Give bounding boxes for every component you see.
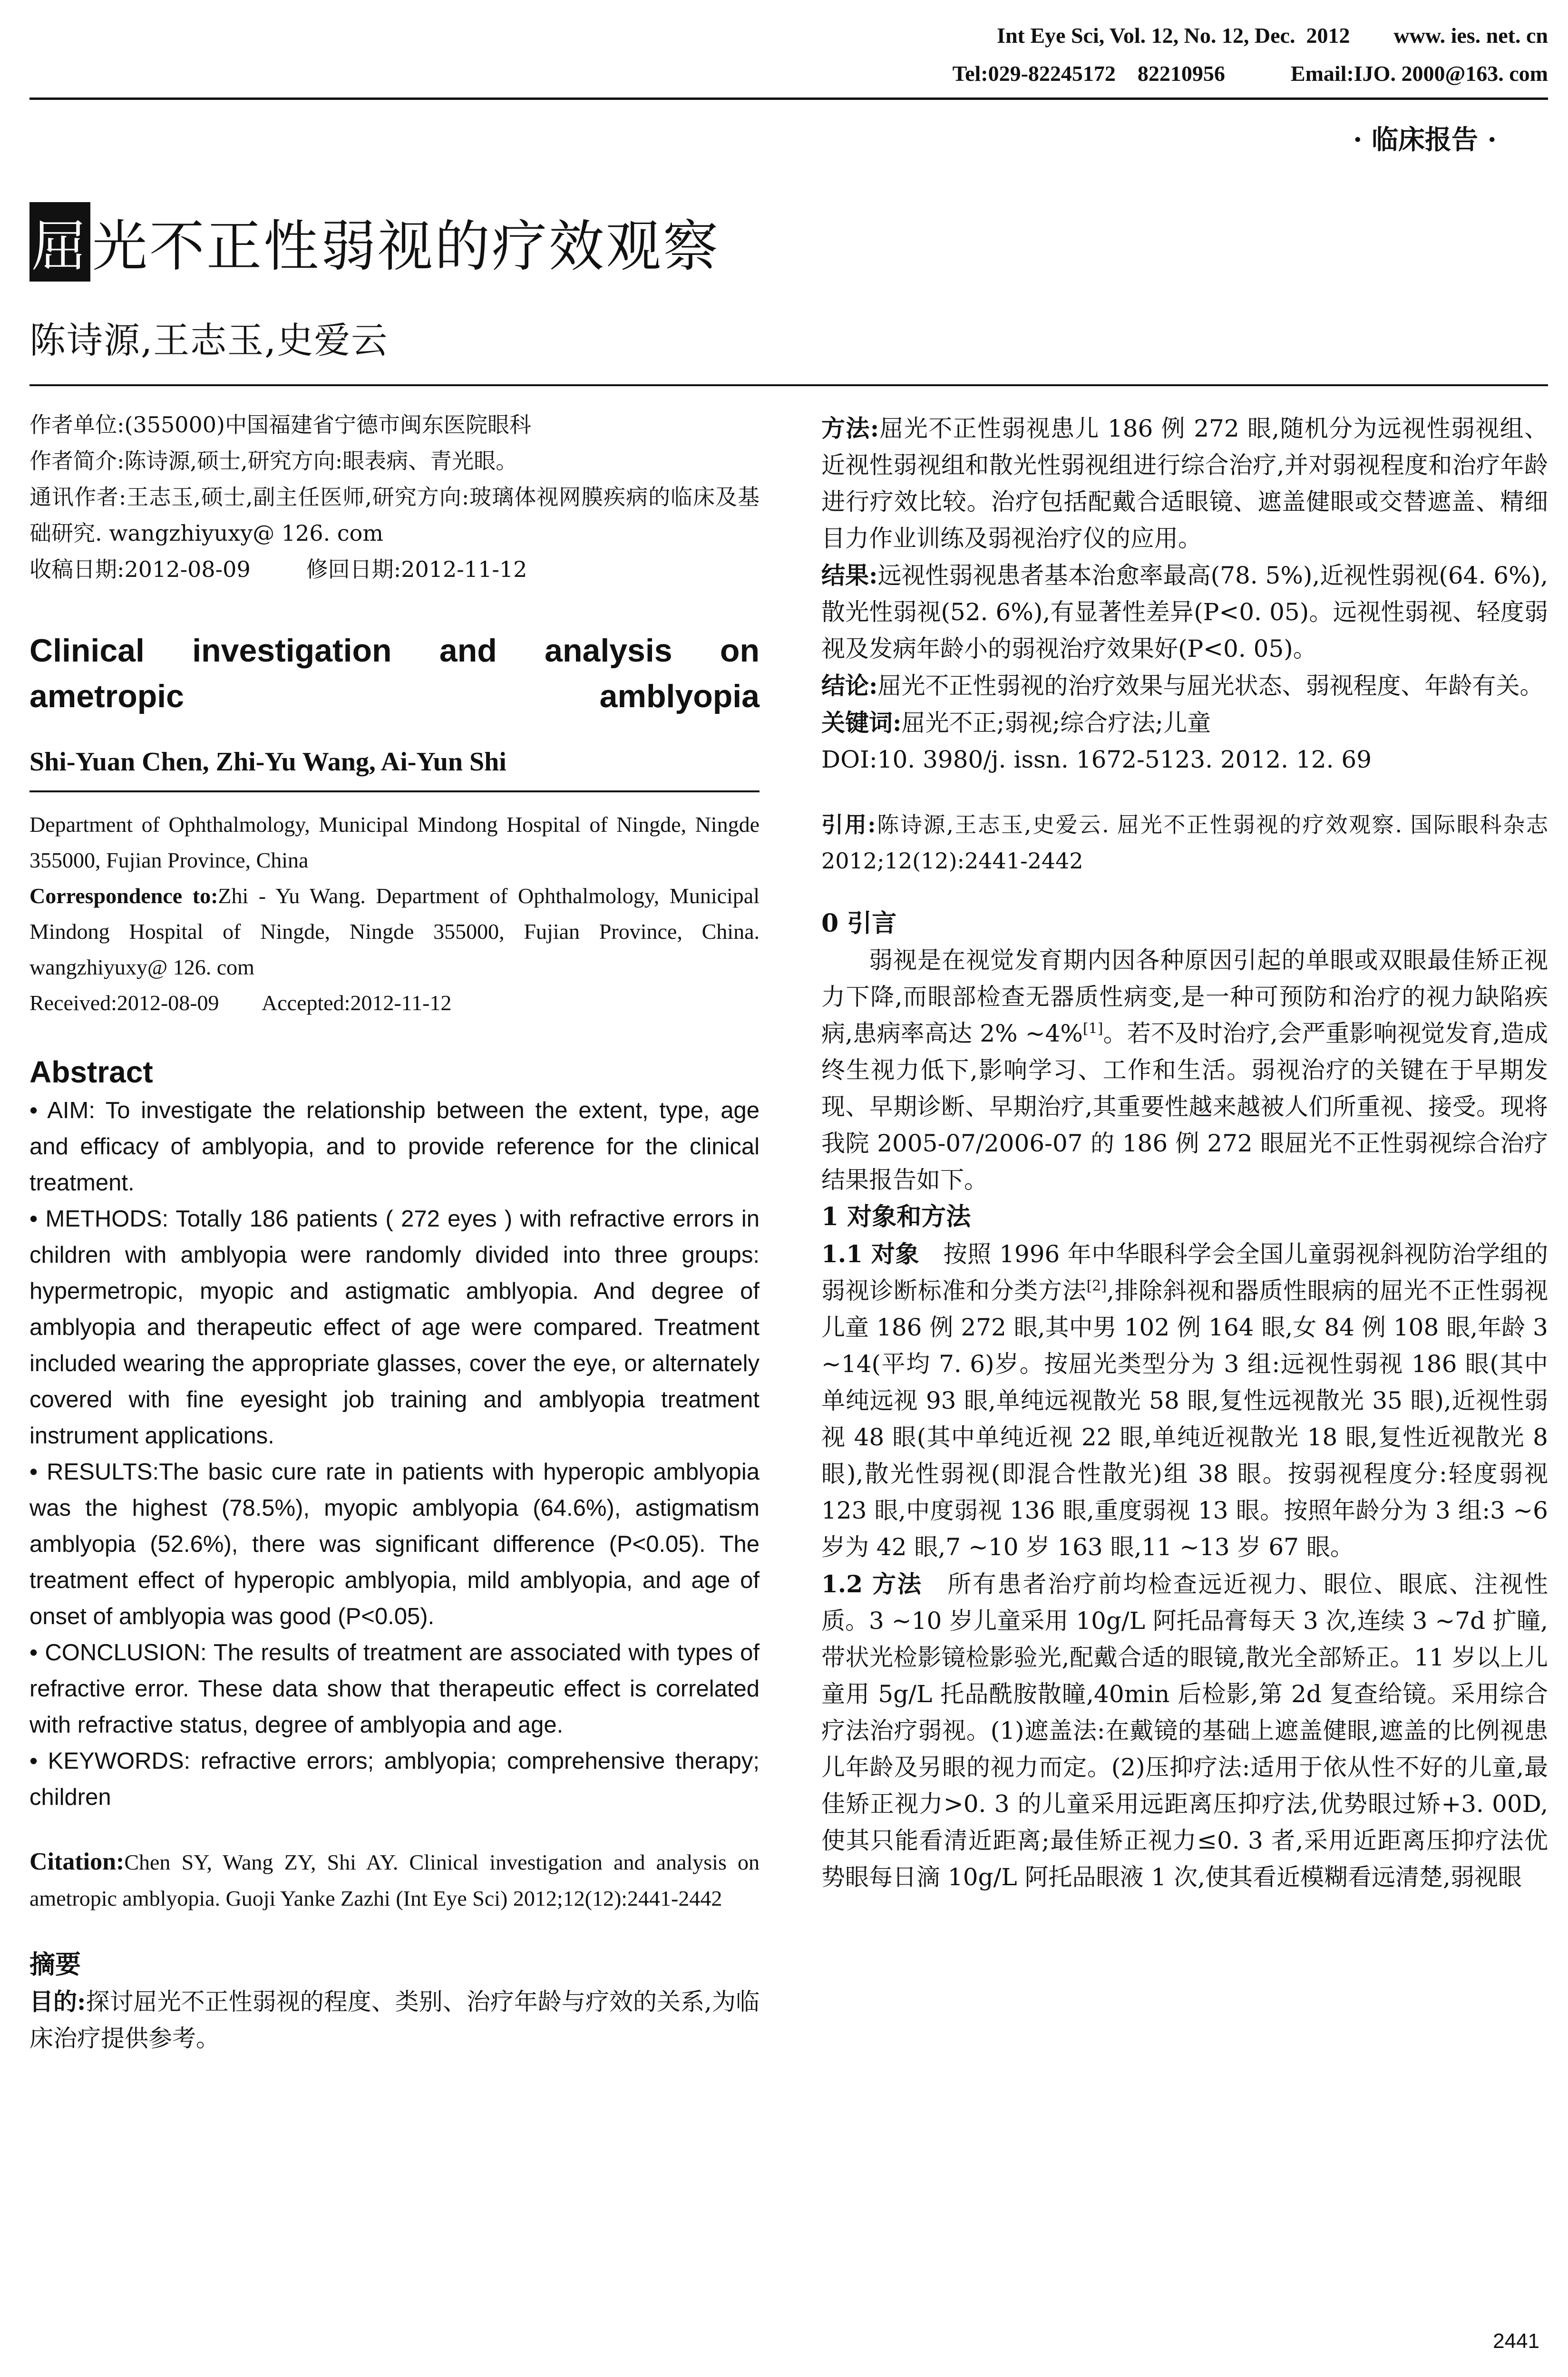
citation-label-cn: 引用: <box>821 812 876 838</box>
author-bio-cn: 作者简介:陈诗源,硕士,研究方向:眼表病、青光眼。 <box>29 448 518 474</box>
title-rule <box>29 384 1548 386</box>
keywords-text-cn: 屈光不正;弱视;综合疗法;儿童 <box>901 709 1211 737</box>
right-column <box>821 410 1548 1896</box>
authors-en: Shi-Yuan Chen, Zhi-Yu Wang, Ai-Yun Shi <box>29 747 506 777</box>
correspondence-text: Zhi - Yu Wang. Department of Ophthalmology, Municipal Mindong Hospital of Ningde, Ningde 355000, Fujian Province, China. wangzhiyuxy@ 126. com <box>29 884 760 979</box>
article-title <box>29 202 720 282</box>
abstract-results: • RESULTS:The basic cure rate in patients with hyperopic amblyopia was the highest (78.5%), myopic amblyopia (64.6%), astigmatism amblyopia (52.6%), there was significant difference (P<0.05). The treatment effect of hyperopic amblyopia, mild amblyopia, and age of onset of amblyopia was good (P<0.05). <box>29 1454 760 1635</box>
affiliation-en: Department of Ophthalmology, Municipal Mindong Hospital of Ningde, Ningde 355000, Fujian Province, China <box>29 812 760 872</box>
abstract-cn-results <box>821 557 1548 667</box>
intro-text-2: 。若不及时治疗,会严重影响视觉发育,造成终生视力低下,影响学习、工作和生活。弱视治疗的关键在于早期发现、早期诊断、早期治疗,其重要性越来越被人们所重视、接受。现将我院 2005-07/2006-07 的 186 例 272 眼屈光不正性弱视综合治疗结果报告如下。 <box>821 1020 1548 1194</box>
section12-label: 1.2 方法 <box>821 1570 923 1598</box>
journal-email: Email:IJO. 2000@163. com <box>1290 61 1548 86</box>
abstract-keywords: • KEYWORDS: refractive errors; amblyopia; comprehensive therapy; children <box>29 1743 760 1815</box>
section1-heading: 1 对象和方法 <box>821 1202 971 1231</box>
affiliation-cn: 作者单位:(355000)中国福建省宁德市闽东医院眼科 <box>29 412 531 438</box>
results-text-cn: 远视性弱视患者基本治愈率最高(78. 5%),近视性弱视(64. 6%),散光性弱视(52. 6%),有显著性差异(P<0. 05)。远视性弱视、轻度弱视及发病年龄小的弱视治疗效果好(P<0. 05)。 <box>821 562 1548 662</box>
abstract-cn-heading: 摘要 <box>29 1949 81 1979</box>
abstract-cn-methods <box>821 410 1548 557</box>
journal-citation: Int Eye Sci, Vol. 12, No. 12, Dec. 2012 <box>997 23 1350 48</box>
results-label-cn: 结果: <box>821 561 878 589</box>
section11-text-b: ,排除斜视和器质性眼病的屈光不正性弱视儿童 186 例 272 眼,其中男 102 例 164 眼,女 84 例 108 眼,年龄 3 ~14(平均 7. 6)岁。按屈光类型分为 3 组:远视性弱视 186 眼(其中单纯远视 93 眼,单纯远视散光 58 眼,复性远视散光 35 眼),近视性弱视 48 眼(其中单纯近视 22 眼,单纯近视散光 18 眼,复性近视散光 8 眼),散光性弱视(即混合性散光)组 38 眼。按弱视程度分:轻度弱视 123 眼,中度弱视 136 眼,重度弱视 13 眼。按照年龄分为 3 组:3 ~6 岁为 42 眼,7 ~10 岁 163 眼,11 ~13 岁 67 眼。 <box>821 1277 1548 1561</box>
journal-phone: Tel:029-82245172 82210956 <box>952 61 1225 86</box>
journal-website: www. ies. net. cn <box>1393 23 1548 48</box>
section12-text: 所有患者治疗前均检查远近视力、眼位、眼底、注视性质。3 ~10 岁儿童采用 10g/L 阿托品膏每天 3 次,连续 3 ~7d 扩瞳,带状光检影镜检影验光,配戴合适的眼镜,散光全部矫正。11 岁以上儿童用 5g/L 托品酰胺散瞳,40min 后检影,第 2d 复查给镜。采用综合疗法治疗弱视。(1)遮盖法:在戴镜的基础上遮盖健眼,遮盖的比例视患儿年龄及另眼的视力而定。(2)压抑疗法:适用于依从性不好的儿童,最佳矫正视力>0. 3 的儿童采用远距离压抑疗法,优势眼过矫+3. 00D,使其只能看清近距离;最佳矫正视力≤0. 3 者,采用近距离压抑疗法优势眼每日滴 10g/L 阿托品眼液 1 次,使其看近模糊看远清楚,弱视眼 <box>821 1570 1549 1891</box>
section11-paragraph <box>821 1236 1548 1566</box>
citation-text-cn: 陈诗源,王志玉,史爱云. 屈光不正性弱视的疗效观察. 国际眼科杂志 2012;12(12):2441-2442 <box>821 812 1549 874</box>
corresponding-author-cn: 通讯作者:王志玉,硕士,副主任医师,研究方向:玻璃体视网膜疾病的临床及基础研究. wangzhiyuxy@ 126. com <box>29 484 760 546</box>
intro-paragraph <box>821 942 1548 1198</box>
doi: DOI:10. 3980/j. issn. 1672-5123. 2012. 12. 69 <box>821 746 1372 773</box>
left-column <box>29 407 760 2057</box>
author-info-cn <box>29 407 760 587</box>
section11-label: 1.1 对象 <box>821 1240 920 1268</box>
authors-cn: 陈诗源,王志玉,史爱云 <box>29 319 389 361</box>
intro-ref: [1] <box>1082 1020 1103 1037</box>
aim-text-cn: 探讨屈光不正性弱视的程度、类别、治疗年龄与疗效的关系,为临床治疗提供参考。 <box>29 1988 760 2052</box>
title-en-text: Clinical investigation and analysis on ametropic amblyopia <box>29 633 760 714</box>
citation-cn <box>821 807 1548 879</box>
abstract-heading: Abstract <box>29 1055 153 1089</box>
abstract-conclusion: • CONCLUSION: The results of treatment are associated with types of refractive error. These data show that therapeutic effect is correlated with refractive status, degree of amblyopia and age. <box>29 1635 760 1743</box>
conclusion-label-cn: 结论: <box>821 672 878 700</box>
title-initial-box: 屈 <box>29 202 90 282</box>
citation-text: Chen SY, Wang ZY, Shi AY. Clinical investigation and analysis on ametropic amblyopia. Guoji Yanke Zazhi (Int Eye Sci) 2012;12(12):2441-2442 <box>29 1850 760 1910</box>
correspondence-label: Correspondence to: <box>29 884 218 908</box>
dates-cn: 收稿日期:2012-08-09 修回日期:2012-11-12 <box>29 556 527 582</box>
abstract-cn-aim <box>29 1983 760 2057</box>
section11-ref: [2] <box>1086 1277 1107 1295</box>
journal-header-line2 <box>953 61 1548 86</box>
aim-label-cn: 目的: <box>29 1987 86 2016</box>
abstract-cn-keywords <box>821 704 1548 741</box>
intro-text-1: 弱视是在视觉发育期内因各种原因引起的单眼或双眼最佳矫正视力下降,而眼部检查无器质性病变,是一种可预防和治疗的视力缺陷疾病,患病率高达 2% ~4% <box>821 946 1548 1047</box>
journal-header-line1 <box>997 23 1548 48</box>
intro-heading: 0 引言 <box>821 909 897 938</box>
conclusion-text-cn: 屈光不正性弱视的治疗效果与屈光状态、弱视程度、年龄有关。 <box>877 672 1544 700</box>
methods-label-cn: 方法: <box>821 414 879 442</box>
page-number: 2441 <box>1493 2329 1539 2353</box>
methods-text-cn: 屈光不正性弱视患儿 186 例 272 眼,随机分为远视性弱视组、近视性弱视组和散光性弱视组进行综合治疗,并对弱视程度和治疗年龄进行疗效比较。治疗包括配戴合适眼镜、遮盖健眼或交替遮盖、精细目力作业训练及弱视治疗仪的应用。 <box>821 415 1548 552</box>
correspondence-en <box>29 878 760 985</box>
citation-label: Citation: <box>29 1848 125 1875</box>
authors-rule <box>29 790 760 792</box>
header-rule <box>29 97 1548 100</box>
abstract-methods: • METHODS: Totally 186 patients ( 272 eyes ) with refractive errors in children with amblyopia were randomly divided into three groups: hypermetropic, myopic and astigmatic amblyopia. And degree of amblyopia and therapeutic effect of age were compared. Treatment included wearing the appropriate glasses, cover the eye, or alternately covered with fine eyesight job training and amblyopia treatment instrument applications. <box>29 1201 760 1454</box>
abstract-aim: • AIM: To investigate the relationship between the extent, type, age and efficacy of amblyopia, and to provide reference for the clinical treatment. <box>29 1092 760 1201</box>
citation-en <box>29 1844 760 1917</box>
title-en <box>29 628 760 719</box>
section12-paragraph <box>821 1566 1548 1896</box>
keywords-label-cn: 关键词: <box>821 709 902 737</box>
abstract-en <box>29 1092 760 1815</box>
dates-en: Received:2012-08-09 Accepted:2012-11-12 <box>29 991 452 1015</box>
abstract-cn-conclusion <box>821 667 1548 704</box>
title-text: 光不正性弱视的疗效观察 <box>92 214 720 279</box>
section11-text-a: 按照 1996 年中华眼科学会全国儿童弱视斜视防治学组的弱视诊断标准和分类方法 <box>821 1240 1548 1305</box>
section-label: · 临床报告 · <box>1353 124 1497 156</box>
